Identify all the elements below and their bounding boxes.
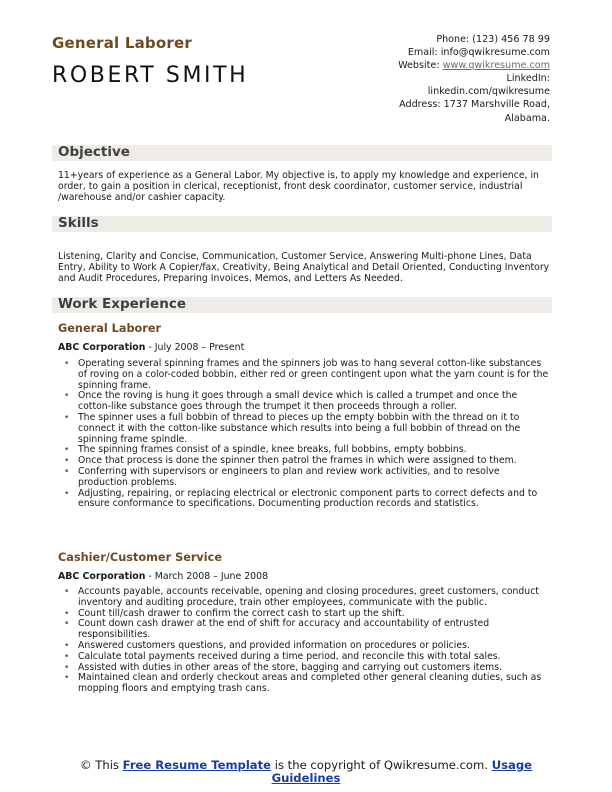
job-1-bullet: • Adjusting, repairing, or replacing electrical or electronic component parts to correct defects and to ensure conformance to specifications. Documenting production records and statistics.: [58, 489, 552, 511]
free-resume-template-link[interactable]: Free Resume Template: [122, 758, 272, 772]
work-heading: Work Experience: [58, 296, 186, 312]
skills-text: Listening, Clarity and Concise, Communication, Customer Service, Answering Multi-phone Lines, Data Entry, Ability to Work A Copier/fax, Creativity, Being Analytical and Detail Oriented, Conducting Inventory and Audit Procedures, Preparing Invoices, Memos, and Letters As Needed.: [58, 251, 550, 285]
website-link[interactable]: www.qwikresume.com: [442, 60, 550, 72]
address-line-1: Address: 1737 Marshville Road,: [399, 99, 550, 111]
objective-text: 11+years of experience as a General Labor. My objective is, to apply my knowledge and experience, in order, to gain a position in clerical, receptionist, front desk coordinator, customer service, industrial /warehouse and/or cashier capacity.: [58, 170, 539, 204]
job-1-dates: - July 2008 – Present: [145, 342, 245, 353]
job-2-title: Cashier/Customer Service: [58, 551, 223, 564]
job-2-dates: - March 2008 – June 2008: [145, 571, 269, 582]
skills-section-header: [52, 216, 552, 232]
job-2-bullet: • Maintained clean and orderly checkout areas and completed other general cleaning duties, such as mopping floors and emptying trash cans.: [58, 673, 552, 695]
linkedin-value: linkedin.com/qwikresume: [427, 86, 550, 98]
job-2-company-line: [58, 571, 268, 582]
skills-heading: Skills: [58, 215, 99, 231]
job-1-bullet: • The spinning frames consist of a spindle, knee breaks, full bobbins, empty bobbins.: [58, 445, 552, 456]
job-1-bullet: • Once the roving is hung it goes through a small device which is called a trumpet and once the cotton-like substance goes through the trumpet it then proceeds through a roller.: [58, 391, 552, 413]
usage-guidelines-link-part-2[interactable]: Guidelines: [271, 771, 341, 785]
linkedin-label: LinkedIn:: [506, 73, 550, 85]
candidate-name: ROBERT SMITH: [52, 63, 249, 88]
resume-header: [52, 34, 248, 88]
job-2-bullet: • Accounts payable, accounts receivable, opening and closing procedures, greet customers, conduct inventory and auditing procedure, train other employees, communicate with the public.: [58, 587, 552, 609]
contact-email: Email: info@qwikresume.com: [407, 47, 550, 59]
address-line-2: Alabama.: [504, 112, 550, 124]
objective-heading: Objective: [58, 144, 130, 160]
job-2-company: ABC Corporation: [58, 571, 146, 582]
objective-section-header: [52, 145, 552, 161]
job-2-bullet: • Count till/cash drawer to confirm the correct cash to start up the shift.: [58, 609, 552, 620]
job-1-title: General Laborer: [58, 322, 162, 335]
usage-guidelines-link-part-1[interactable]: Usage: [491, 758, 532, 772]
footer-middle: is the copyright of Qwikresume.com.: [271, 758, 492, 772]
contact-phone: Phone: (123) 456 78 99: [436, 34, 550, 45]
job-2-bullet: • Assisted with duties in other areas of the store, bagging and carrying out customers items.: [58, 663, 552, 674]
job-1-bullet: • Operating several spinning frames and the spinners job was to hang several cotton-like substances of roving on a color-coded bobbin, either red or green contingent upon what the yarn count is for the spinning frame.: [58, 359, 552, 391]
job-2-bullets: [58, 587, 552, 695]
website-label: Website:: [398, 60, 440, 72]
job-1-bullets: [58, 359, 552, 510]
job-1-bullet: • The spinner uses a full bobbin of thread to pieces up the empty bobbin with the thread on it to connect it with the cotton-like substance which results into being a full bobbin of thread on the spinning frame spindle.: [58, 413, 552, 445]
job-2-bullet: • Count down cash drawer at the end of shift for accuracy and accountability of entrusted responsibilities.: [58, 619, 552, 641]
job-1-company-line: [58, 342, 244, 353]
footer-copyright: [0, 759, 612, 785]
work-section-header: [52, 297, 552, 313]
contact-block: [330, 33, 550, 125]
job-1-company: ABC Corporation: [58, 342, 146, 353]
job-2-bullet: • Answered customers questions, and provided information on procedures or policies.: [58, 641, 552, 652]
contact-website: [330, 59, 550, 72]
job-2-bullet: • Calculate total payments received during a time period, and reconcile this with total sales.: [58, 652, 552, 663]
footer-prefix: © This: [79, 758, 123, 772]
job-title: General Laborer: [52, 34, 192, 52]
job-1-bullet: • Once that process is done the spinner then patrol the frames in which were assigned to them.: [58, 456, 552, 467]
job-1-bullet: • Conferring with supervisors or engineers to plan and review work activities, and to resolve production problems.: [58, 467, 552, 489]
